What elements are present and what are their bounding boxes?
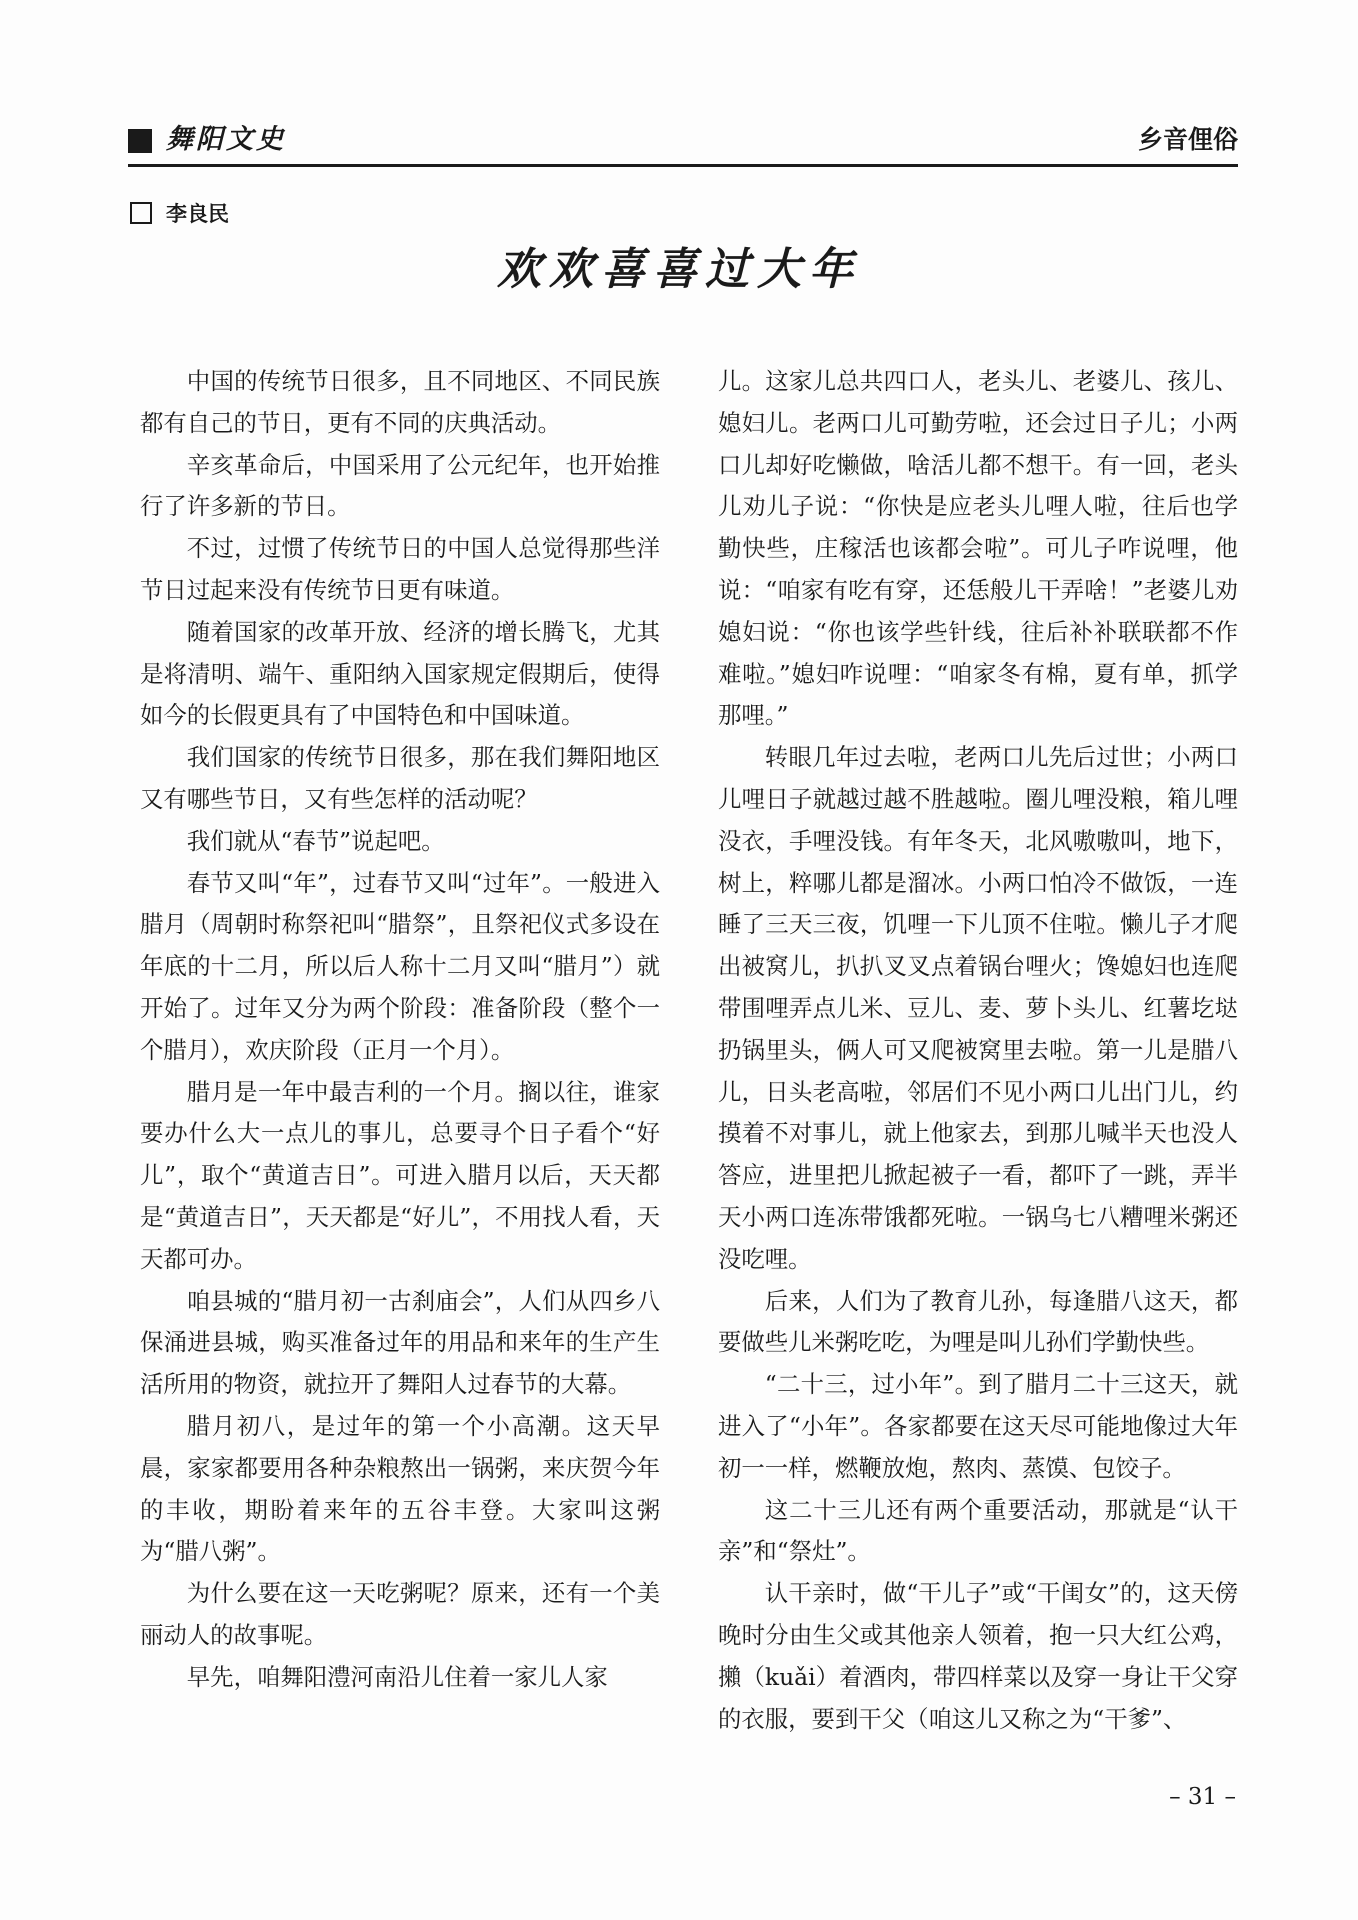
paragraph: 辛亥革命后，中国采用了公元纪年，也开始推行了许多新的节日。 — [140, 450, 660, 521]
paragraph: 随着国家的改革开放、经济的增长腾飞，尤其是将清明、端午、重阳纳入国家规定假期后，使得如今的长假更具有了中国特色和中国味道。 — [140, 617, 660, 730]
paragraph: “二十三，过小年”。到了腊月二十三这天，就进入了“小年”。各家都要在这天尽可能地像过大年初一一样，燃鞭放炮，熬肉、蒸馍、包饺子。 — [718, 1370, 1238, 1482]
paragraph: 中国的传统节日很多，且不同地区、不同民族都有自己的节日，更有不同的庆典活动。 — [140, 367, 660, 437]
paragraph: 早先，咱舞阳澧河南沿儿住着一家儿人家 — [186, 1662, 608, 1691]
running-header — [128, 122, 1238, 162]
right-column — [718, 361, 1238, 1740]
article-title: 欢欢喜喜过大年 — [497, 244, 861, 295]
journal-name: 舞阳文史 — [166, 124, 286, 155]
paragraph: 后来，人们为了教育儿孙，每逢腊八这天，都要做些儿米粥吃吃，为哩是叫儿孙们学勤快些。 — [718, 1286, 1238, 1357]
paragraph: 为什么要在这一天吃粥呢？原来，还有一个美丽动人的故事呢。 — [140, 1579, 660, 1649]
left-column — [140, 361, 660, 1699]
paragraph: 腊月初八，是过年的第一个小高潮。这天早晨，家家都要用各种杂粮熬出一锅粥，来庆贺今年的丰收，期盼着来年的五谷丰登。大家叫这粥为“腊八粥”。 — [140, 1411, 660, 1566]
paragraph: 春节又叫“年”，过春节又叫“过年”。一般进入腊月（周朝时称祭祀叫“腊祭”，且祭祀仪式多设在年底的十二月，所以后人称十二月又叫“腊月”）就开始了。过年又分为两个阶段：准备阶段（整个一个腊月），欢庆阶段（正月一个月）。 — [140, 868, 660, 1064]
paragraph: 我们就从“春节”说起吧。 — [186, 826, 445, 855]
header-divider — [128, 164, 1238, 167]
section-name: 乡音俚俗 — [1137, 125, 1238, 154]
paragraph: 咱县城的“腊月初一古刹庙会”，人们从四乡八保涌进县城，购买准备过年的用品和来年的生产生活所用的物资，就拉开了舞阳人过春节的大幕。 — [140, 1286, 660, 1399]
paragraph: 腊月是一年中最吉利的一个月。搁以往，谁家要办什么大一点儿的事儿，总要寻个日子看个“好儿”，取个“黄道吉日”。可进入腊月以后，天天都是“黄道吉日”，天天都是“好儿”，不用找人看，天天都可办。 — [140, 1077, 660, 1273]
paragraph-continuation: 儿。这家儿总共四口人，老头儿、老婆儿、孩儿、媳妇儿。老两口儿可勤劳啦，还会过日子儿；小两口儿却好吃懒做，啥活儿都不想干。有一回，老头儿劝儿子说：“你快是应老头儿哩人啦，往后也学勤快些，庄稼活也该都会啦”。可儿子咋说哩，他说：“咱家有吃有穿，还恁般儿干弄啥！”老婆儿劝媳妇说：“你也该学些针线，往后补补联联都不作难啦。”媳妇咋说哩：“咱家冬有棉，夏有单，抓学那哩。” — [718, 367, 1238, 730]
author-box-icon — [130, 202, 152, 224]
paragraph: 我们国家的传统节日很多，那在我们舞阳地区又有哪些节日，又有些怎样的活动呢？ — [140, 743, 660, 813]
paragraph: 认干亲时，做“干儿子”或“干闺女”的，这天傍晚时分由生父或其他亲人领着，抱一只大红公鸡，攋（kuǎi）着酒肉，带四样菜以及穿一身让干父穿的衣服，要到干父（咱这儿又称之为“干爹”、 — [718, 1579, 1238, 1733]
paragraph: 这二十三儿还有两个重要活动，那就是“认干亲”和“祭灶”。 — [718, 1495, 1238, 1566]
paragraph: 不过，过惯了传统节日的中国人总觉得那些洋节日过起来没有传统节日更有味道。 — [140, 534, 660, 604]
header-square-icon — [128, 129, 152, 153]
author-name: 李良民 — [166, 202, 229, 226]
paragraph: 转眼几年过去啦，老两口儿先后过世；小两口儿哩日子就越过越不胜越啦。圈儿哩没粮，箱儿哩没衣，手哩没钱。有年冬天，北风嗷嗷叫，地下，树上，粹哪儿都是溜冰。小两口怕冷不做饭，一连睡了三天三夜，饥哩一下儿顶不住啦。懒儿子才爬出被窝儿，扒扒叉叉点着锅台哩火；馋媳妇也连爬带围哩弄点儿米、豆儿、麦、萝卜头儿、红薯圪垯扔锅里头，俩人可又爬被窝里去啦。第一儿是腊八儿，日头老高啦，邻居们不见小两口儿出门儿，约摸着不对事儿，就上他家去，到那儿喊半天也没人答应，进里把儿掀起被子一看，都吓了一跳，弄半天小两口连冻带饿都死啦。一锅乌七八糟哩米粥还没吃哩。 — [718, 743, 1238, 1273]
page-number: – 31 – — [1169, 1784, 1236, 1810]
